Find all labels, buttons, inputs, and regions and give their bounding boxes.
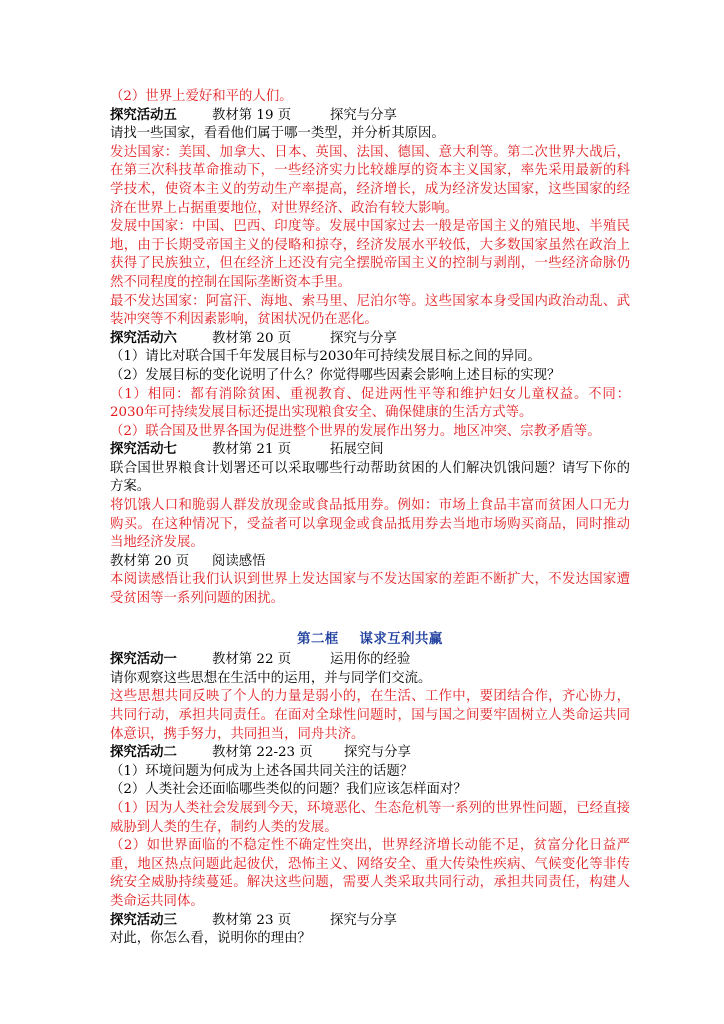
activity-header xyxy=(110,107,630,126)
reading-header xyxy=(110,553,630,572)
activity-title: 探究活动三 xyxy=(110,912,177,928)
answer-paragraph: 发达国家：美国、加拿大、日本、英国、法国、德国、意大利等。第二次世界大战后，在第三次科技革命推动下，一些经济实力比较雄厚的资本主义国家，率先采用最新的科学技术，使资本主义的劳动生产率提高，经济增长，成为经济发达国家，这些国家的经济在世界上占据重要地位，对世界经济、政治有较大影响。 xyxy=(110,144,630,216)
answer-line: （2）世界上爱好和平的人们。 xyxy=(110,89,293,104)
activity-header xyxy=(110,744,630,763)
answer-paragraph: 这些思想共同反映了个人的力量是弱小的，在生活、工作中，要团结合作，齐心协力，共同行动，承担共同责任。在面对全球性问题时，国与国之间要牢固树立人类命运共同体意识，携手努力，共同担当，同舟共济。 xyxy=(110,689,630,742)
activity-title: 探究活动七 xyxy=(110,442,177,458)
activity-title: 探究活动五 xyxy=(110,107,177,123)
question: （1）环境问题为何成为上述各国共同关注的话题？ xyxy=(110,763,414,779)
question: （2）发展目标的变化说明了什么？你觉得哪些因素会影响上述目标的实现？ xyxy=(110,367,561,383)
textbook-page: 教材第 20 页 xyxy=(110,553,190,569)
activity-title: 探究活动二 xyxy=(110,745,177,761)
activity-title: 探究活动六 xyxy=(110,330,177,346)
section-title: 第二框 谋求互利共赢 xyxy=(297,631,443,647)
question: 请找一些国家，看看他们属于哪一类型，并分析其原因。 xyxy=(110,126,445,142)
activity-type: 探究与分享 xyxy=(330,330,397,346)
answer-paragraph: （1）因为人类社会发展到今天，环境恶化、生态危机等一系列的世界性问题，已经直接威胁到人类的生存，制约人类的发展。 xyxy=(110,800,630,835)
activity-header xyxy=(110,651,630,670)
answer-paragraph: 将饥饿人口和脆弱人群发放现金或食品抵用券。例如：市场上食品丰富而贫困人口无力购买。在这种情况下，受益者可以拿现金或食品抵用券去当地市场购买商品，同时推动当地经济发展。 xyxy=(110,498,630,551)
activity-type: 阅读感悟 xyxy=(212,553,266,569)
answer-paragraph: （2）联合国及世界各国为促进整个世界的发展作出努力。地区冲突、宗教矛盾等。 xyxy=(110,423,601,439)
activity-header xyxy=(110,441,630,460)
textbook-page: 教材第 23 页 xyxy=(212,912,292,928)
textbook-page: 教材第 22-23 页 xyxy=(212,745,313,761)
activity-title: 探究活动一 xyxy=(110,652,177,668)
activity-header xyxy=(110,912,630,931)
answer-paragraph: （1）相同：都有消除贫困、重视教育、促进两性平等和维护妇女儿童权益。不同：2030年可持续发展目标还提出实现粮食安全、确保健康的生活方式等。 xyxy=(110,386,630,421)
textbook-page: 教材第 20 页 xyxy=(212,330,292,346)
textbook-page: 教材第 21 页 xyxy=(212,442,292,458)
activity-type: 拓展空间 xyxy=(330,442,384,458)
question: （2）人类社会还面临哪些类似的问题？我们应该怎样面对？ xyxy=(110,782,467,798)
activity-type: 探究与分享 xyxy=(330,107,397,123)
activity-type: 探究与分享 xyxy=(330,912,397,928)
question: 联合国世界粮食计划署还可以采取哪些行动帮助贫困的人们解决饥饿问题？请写下你的方案。 xyxy=(110,460,630,495)
question: 对此，你怎么看，说明你的理由？ xyxy=(110,931,311,947)
textbook-page: 教材第 19 页 xyxy=(212,107,292,123)
document-page xyxy=(110,88,630,949)
answer-paragraph: 发展中国家：中国、巴西、印度等。发展中国家过去一般是帝国主义的殖民地、半殖民地，由于长期受帝国主义的侵略和掠夺，经济发展水平较低，大多数国家虽然在政治上获得了民族独立，但在经济上还没有完全摆脱帝国主义的控制与剥削，一些经济命脉仍然不同程度的控制在国际垄断资本手里。 xyxy=(110,219,630,290)
textbook-page: 教材第 22 页 xyxy=(212,652,292,668)
question: （1）请比对联合国千年发展目标与2030年可持续发展目标之间的异同。 xyxy=(110,349,541,365)
answer-paragraph: 最不发达国家：阿富汗、海地、索马里、尼泊尔等。这些国家本身受国内政治动乱、武装冲突等不利因素影响，贫困状况仍在恶化。 xyxy=(110,293,630,328)
answer-paragraph: 本阅读感悟让我们认识到世界上发达国家与不发达国家的差距不断扩大，不发达国家遭受贫困等一系列问题的困扰。 xyxy=(110,572,630,607)
answer-paragraph: （2）如世界面临的不稳定性不确定性突出，世界经济增长动能不足，贫富分化日益严重，地区热点问题此起彼伏，恐怖主义、网络安全、重大传染性疾病、气候变化等非传统安全威胁持续蔓延。解决这些问题，需要人类采取共同行动，承担共同责任，构建人类命运共同体。 xyxy=(110,838,630,909)
activity-header xyxy=(110,330,630,349)
activity-type: 探究与分享 xyxy=(344,745,411,761)
question: 请你观察这些思想在生活中的运用，并与同学们交流。 xyxy=(110,670,432,686)
activity-type: 运用你的经验 xyxy=(330,652,411,668)
